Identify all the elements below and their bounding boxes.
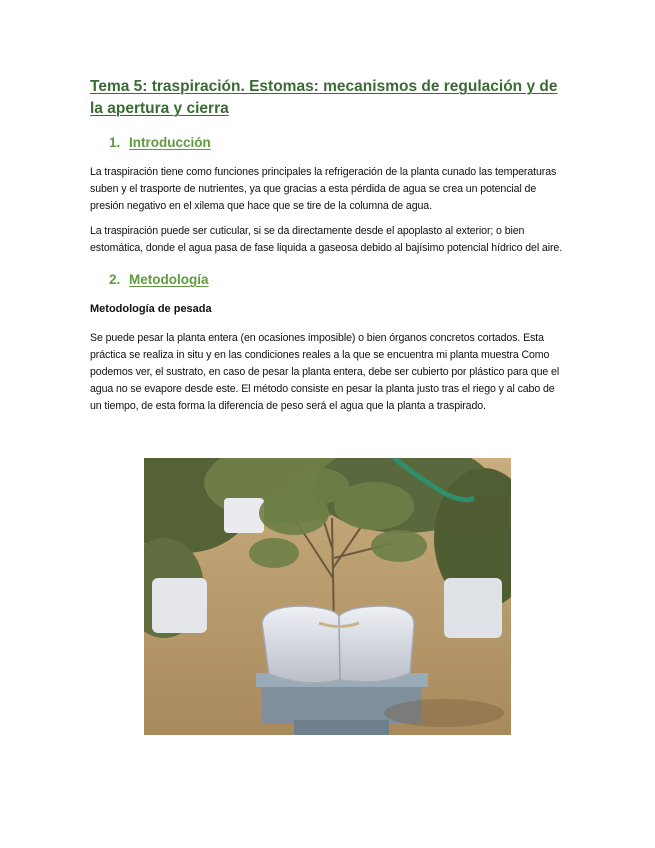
photo-pot-wrapped	[262, 606, 414, 683]
paragraph-intro-2: La traspiración puede ser cuticular, si se da directamente desde el apoplasto al exterior; o bien estomática, donde el agua pasa de fase liquida a gaseosa debido al bajísimo potencial hídrico del aire.	[90, 225, 563, 254]
section-number: 1.	[109, 135, 121, 150]
subheading-metodologia-pesada: Metodología de pesada	[90, 303, 212, 315]
photo-bag-right	[444, 578, 502, 638]
photo-bag-back	[224, 498, 264, 533]
paragraph-metodologia-1: Se puede pesar la planta entera (en ocasiones imposible) o bien órganos concretos cortados. Esta práctica se realiza in situ y en las condiciones reales a la que se encuentra mi planta muestra Como podemos ver, el sustrato, en caso de pesar la planta entera, debe ser cubierto por plástico para que el agua no se evapore desde este. El método consiste en pesar la planta justo tras el riego y al cabo de un tiempo, de esta forma la diferencia de peso será el agua que la planta a traspirado.	[90, 332, 560, 412]
section-heading-metodologia	[109, 271, 568, 289]
photo-scale-leg	[294, 720, 389, 735]
photo-bag-left	[152, 578, 207, 633]
paragraph-intro-1: La traspiración tiene como funciones principales la refrigeración de la planta cunado las temperaturas suben y el trasporte de nutrientes, ya que gracias a esta pérdida de agua se crea un potencial de presión negativo en el xilema que hace que se tire de la columna de agua.	[90, 166, 557, 212]
section-number: 2.	[109, 272, 121, 287]
section-title: Metodología	[129, 272, 209, 287]
document-page	[90, 70, 568, 415]
section-heading-introduccion	[109, 134, 568, 152]
plant-photo	[144, 458, 511, 735]
section-title: Introducción	[129, 135, 211, 150]
document-title: Tema 5: traspiración. Estomas: mecanismos de regulación y de la apertura y cierra	[90, 78, 558, 117]
photo-shadow	[384, 699, 504, 727]
